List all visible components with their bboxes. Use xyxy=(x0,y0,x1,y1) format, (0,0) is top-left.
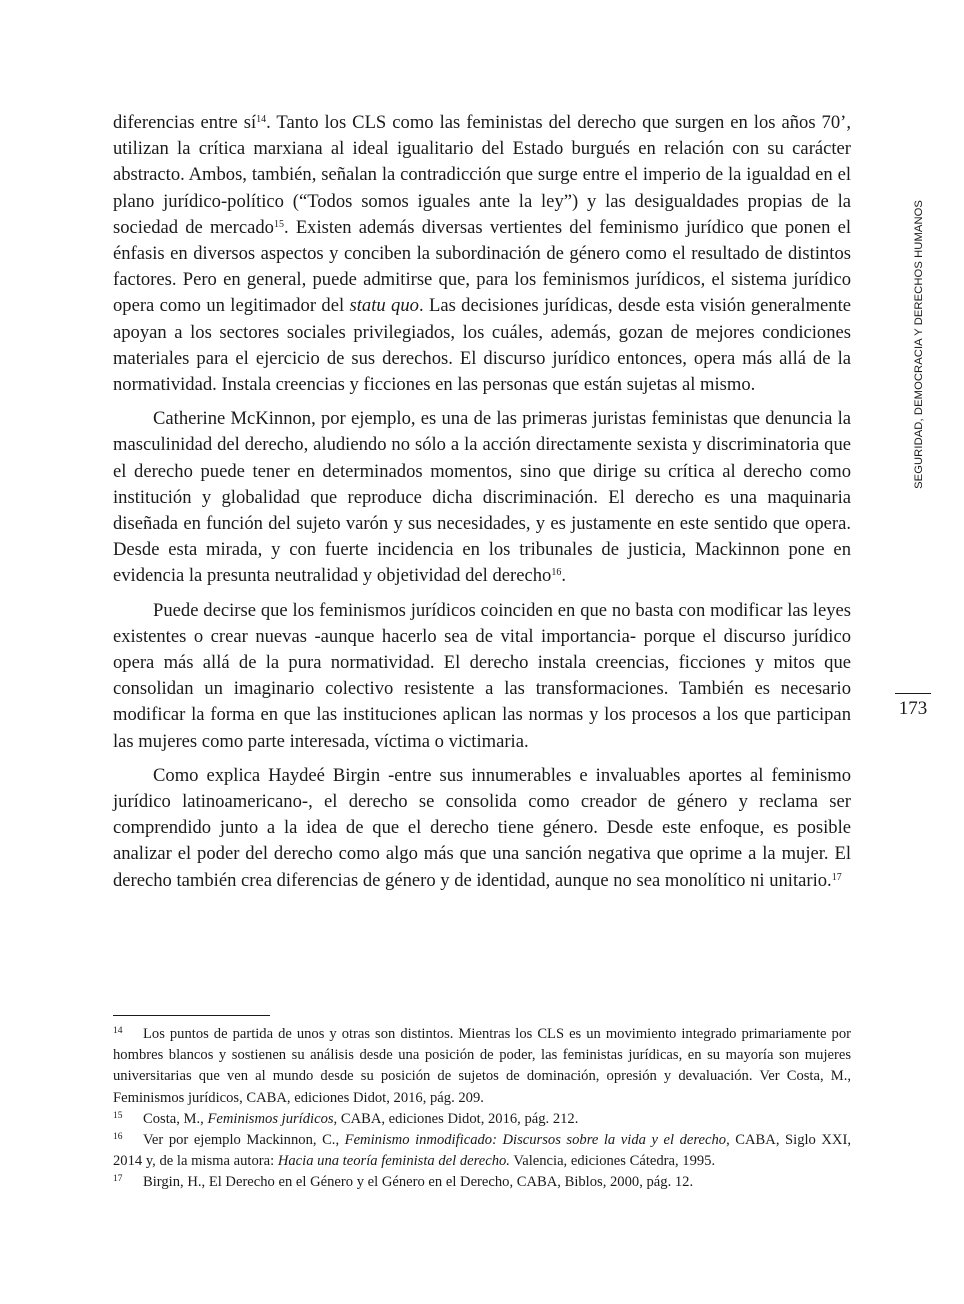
footnote-14: 14 Los puntos de partida de unos y otras son distintos. Mientras los CLS es un movimiento integrado primariamente por hombres blancos y sostienen su análisis desde una posición de poder, las feministas jurídicas, en su mayoría son mujeres universitarias que ven al mundo desde su posición de sujetos de dominación, opresión y devaluación. Ver Costa, M., Feminismos jurídicos, CABA, ediciones Didot, 2016, pág. 209. xyxy=(113,1026,851,1106)
footnote-divider xyxy=(113,1015,270,1016)
footnote-16: 16 Ver por ejemplo Mackinnon, C., Feminismo inmodificado: Discursos sobre la vida y el derecho, CABA, Siglo XXI, 2014 y, de la misma autora: Hacia una teoría feminista del derecho. Valencia, ediciones Cátedra, 1995. xyxy=(113,1132,851,1170)
running-head-text: SEGURIDAD, DEMOCRACIA Y DERECHOS HUMANOS xyxy=(913,200,925,489)
footnote-15: 15 Costa, M., Feminismos jurídicos, CABA, ediciones Didot, 2016, pág. 212. xyxy=(113,1110,579,1127)
footnote-17: 17 Birgin, H., El Derecho en el Género y el Género en el Derecho, CABA, Biblos, 2000, pág. 12. xyxy=(113,1174,694,1191)
footnote-ref-15[interactable]: 15 xyxy=(273,218,284,230)
main-text xyxy=(113,110,851,902)
paragraph-1: diferencias entre $sí^{14}$. Tanto los CLS como las feministas del derecho que surgen en los años 70’, utilizan la crítica marxiana al ideal igualitario del Estado burgués en relación con su carácter abstracto. Ambos, también, señalan la contradicción que surge entre el imperio de la igualdad en el plano jurídico-político (“Todos somos iguales ante la ley”) y las desigualdades propias de la sociedad de mercado$^{15}$. Existen además diversas vertientes del feminismo jurídico que ponen el énfasis en diversos aspectos y conciben la subordinación de género como el resultado de distintos factores. Pero en general, puede admitirse que, para los feminismos jurídicos, el sistema jurídico opera como un legitimador del statu quo. Las decisiones jurídicas, desde esta visión generalmente apoyan a los sectores sociales privilegiados, los cuáles, además, gozan de mejores condiciones materiales para el ejercicio de sus derechos. El discurso jurídico entonces, opera más allá de la normatividad. Instala creencias y ficciones en las personas que están sujetas al mismo. xyxy=(113,112,852,396)
page-number: 173 xyxy=(895,693,931,720)
running-head xyxy=(912,200,932,520)
paragraph-4: Como explica Haydeé Birgin -entre sus innumerables e invaluables aportes al feminismo jurídico latinoamericano-, el derecho se consolida como creador de género y reclama ser comprendido junto a la idea de que el derecho tiene género. Desde este enfoque, es posible analizar el poder del derecho como algo más que una sanción negativa que oprime a la mujer. El derecho también crea diferencias de género y de identidad, aunque no sea monolítico ni unitario.$^{17}$ xyxy=(113,764,851,891)
paragraph-3: Puede decirse que los feminismos jurídicos coinciden en que no basta con modificar las leyes existentes o crear nuevas -aunque hacerlo sea de vital importancia- porque el discurso jurídico opera más allá de la pura normatividad. El derecho instala creencias, ficciones y mitos que consolidan un imaginario colectivo resistente a las transformaciones. También es necesario modificar la forma en que las instituciones aplican las normas y los procesos a los que participan las mujeres como parte interesada, víctima o victimaria. xyxy=(113,599,851,752)
footnotes xyxy=(113,1024,851,1194)
footnote-ref-16[interactable]: 16 xyxy=(551,567,562,579)
paragraph-2: Catherine McKinnon, por ejemplo, es una de las primeras juristas feministas que denuncia la masculinidad del derecho, aludiendo no sólo a la acción directamente sexista y discriminatoria que el derecho puede tener en determinados momentos, sino que dirige su crítica al derecho como institución y globalidad que reproduce dicha discriminación. El derecho es una maquinaria diseñada en función del sujeto varón y sus necesidades, y es justamente en este sentido que opera. Desde esta mirada, y con fuerte incidencia en los tribunales de justicia, Mackinnon pone en evidencia la presunta neutralidad y objetividad del derecho$^{16}$. xyxy=(113,408,851,587)
footnote-ref-14[interactable]: 14 xyxy=(256,114,267,125)
footnote-ref-17[interactable]: 17 xyxy=(831,871,842,883)
